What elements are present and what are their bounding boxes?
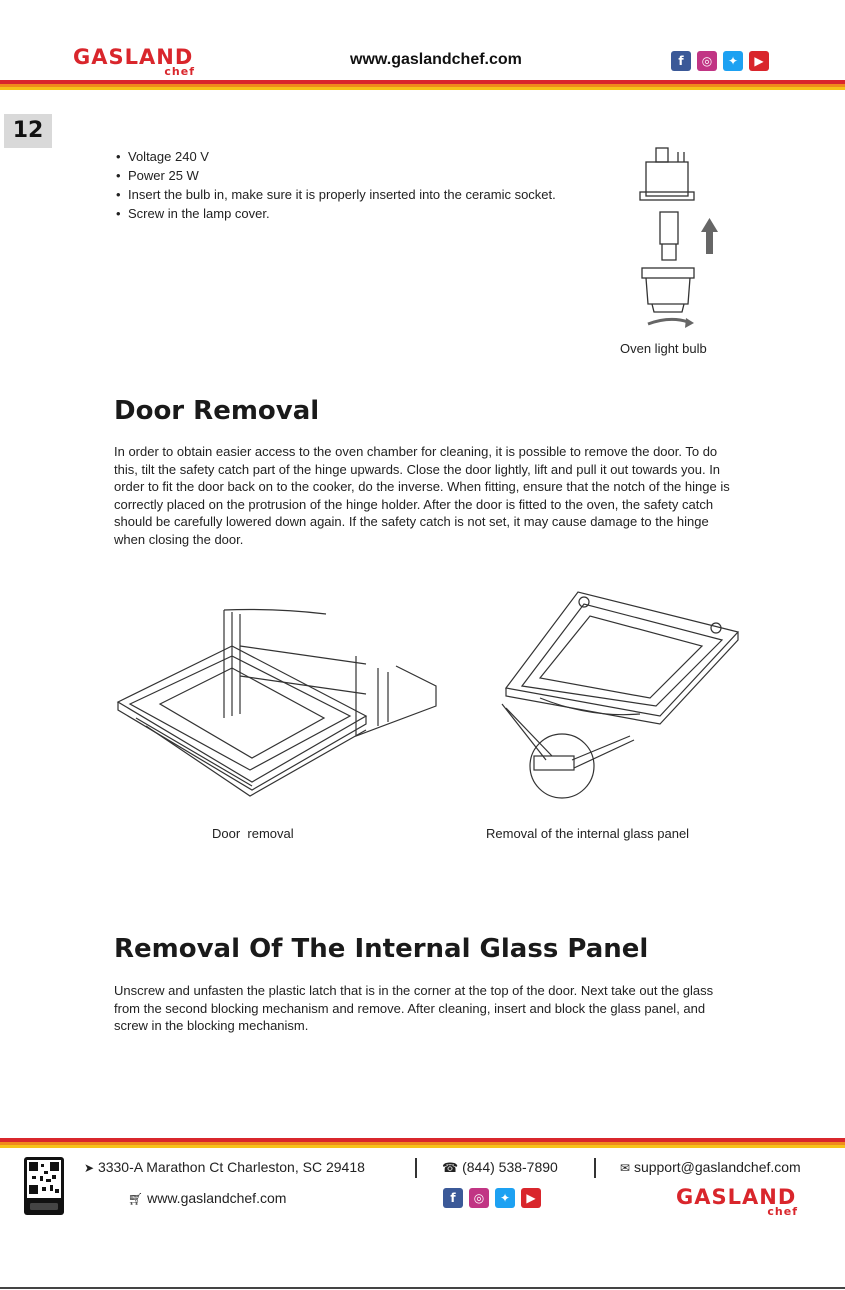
page-number: 12: [12, 118, 44, 143]
footer-website-text: www.gaslandchef.com: [147, 1190, 287, 1206]
facebook-icon[interactable]: f: [443, 1188, 463, 1208]
footer-phone[interactable]: [442, 1159, 558, 1176]
footer-stripe-yellow: [0, 1145, 845, 1148]
twitter-icon[interactable]: ✦: [723, 51, 743, 71]
footer-logo: [676, 1187, 798, 1217]
bullet-insert-bulb: • Insert the bulb in, make sure it is properly inserted into the ceramic socket.: [116, 185, 616, 204]
footer-social-icons: [443, 1188, 541, 1208]
footer-email[interactable]: [620, 1159, 801, 1175]
twitter-icon[interactable]: ✦: [495, 1188, 515, 1208]
bullet-voltage: • Voltage 240 V: [116, 147, 616, 166]
footer-logo-sub: chef: [767, 1205, 798, 1218]
youtube-icon[interactable]: ▶: [749, 51, 769, 71]
facebook-icon[interactable]: f: [671, 51, 691, 71]
instagram-icon[interactable]: ◎: [469, 1188, 489, 1208]
phone-icon: ☎: [442, 1160, 459, 1175]
oven-light-bulb-illustration: [630, 142, 725, 334]
door-removal-body: In order to obtain easier access to the oven chamber for cleaning, it is possible to remove the door. To do this, tilt the safety catch part of the hinge upwards. Close the door lightly, lift and pull it out towards you. In order to fit the door back on to the cooker, do the inverse. When fitting, ensure that the notch of the hinge is correctly placed on the protrusion of the hinge holder. After the door is fitted to the oven, the safety catch should be carefully lowered down again. If the safety catch is not set, it may cause damage to the hinge when closing the door.: [114, 444, 730, 547]
footer-address: [84, 1159, 365, 1175]
header-social-icons: [671, 51, 769, 71]
bottom-border-line: [0, 1287, 845, 1289]
header-stripe-yellow: [0, 87, 845, 90]
glass-panel-caption: Removal of the internal glass panel: [486, 826, 690, 841]
footer-logo-wordmark: GASLAND: [676, 1185, 797, 1209]
door-removal-caption: Door removal: [212, 826, 294, 841]
header-website[interactable]: www.gaslandchef.com: [350, 51, 522, 68]
mail-icon: ✉: [620, 1161, 631, 1175]
footer-website[interactable]: [128, 1190, 286, 1206]
phone-text: (844) 538-7890: [462, 1159, 558, 1175]
cart-icon: 🛒︎: [128, 1192, 144, 1206]
bulb-instructions: [116, 147, 616, 223]
page-number-box: [4, 114, 52, 148]
qr-code[interactable]: [24, 1157, 64, 1215]
bullet-screw-cover: • Screw in the lamp cover.: [116, 204, 616, 223]
location-arrow-icon: ➤: [84, 1161, 95, 1175]
glass-panel-heading: Removal Of The Internal Glass Panel: [114, 934, 649, 964]
door-removal-illustration: [116, 606, 440, 802]
footer-separator-1: [415, 1158, 417, 1178]
glass-panel-removal-illustration: [500, 588, 740, 802]
door-removal-heading: Door Removal: [114, 396, 320, 426]
footer-separator-2: [594, 1158, 596, 1178]
email-text: support@gaslandchef.com: [633, 1159, 801, 1175]
header-logo: [73, 47, 195, 77]
youtube-icon[interactable]: ▶: [521, 1188, 541, 1208]
glass-panel-body: Unscrew and unfasten the plastic latch that is in the corner at the top of the door. Next take out the glass from the second blocking mechanism and remove. After cleaning, insert and block the glass panel, and screw in the blocking mechanism.: [114, 983, 714, 1033]
bullet-power: • Power 25 W: [116, 166, 616, 185]
logo-sub: chef: [164, 65, 195, 78]
bulb-caption: Oven light bulb: [620, 341, 707, 356]
address-text: 3330-A Marathon Ct Charleston, SC 29418: [97, 1159, 365, 1175]
instagram-icon[interactable]: ◎: [697, 51, 717, 71]
logo-wordmark: GASLAND: [73, 45, 194, 69]
